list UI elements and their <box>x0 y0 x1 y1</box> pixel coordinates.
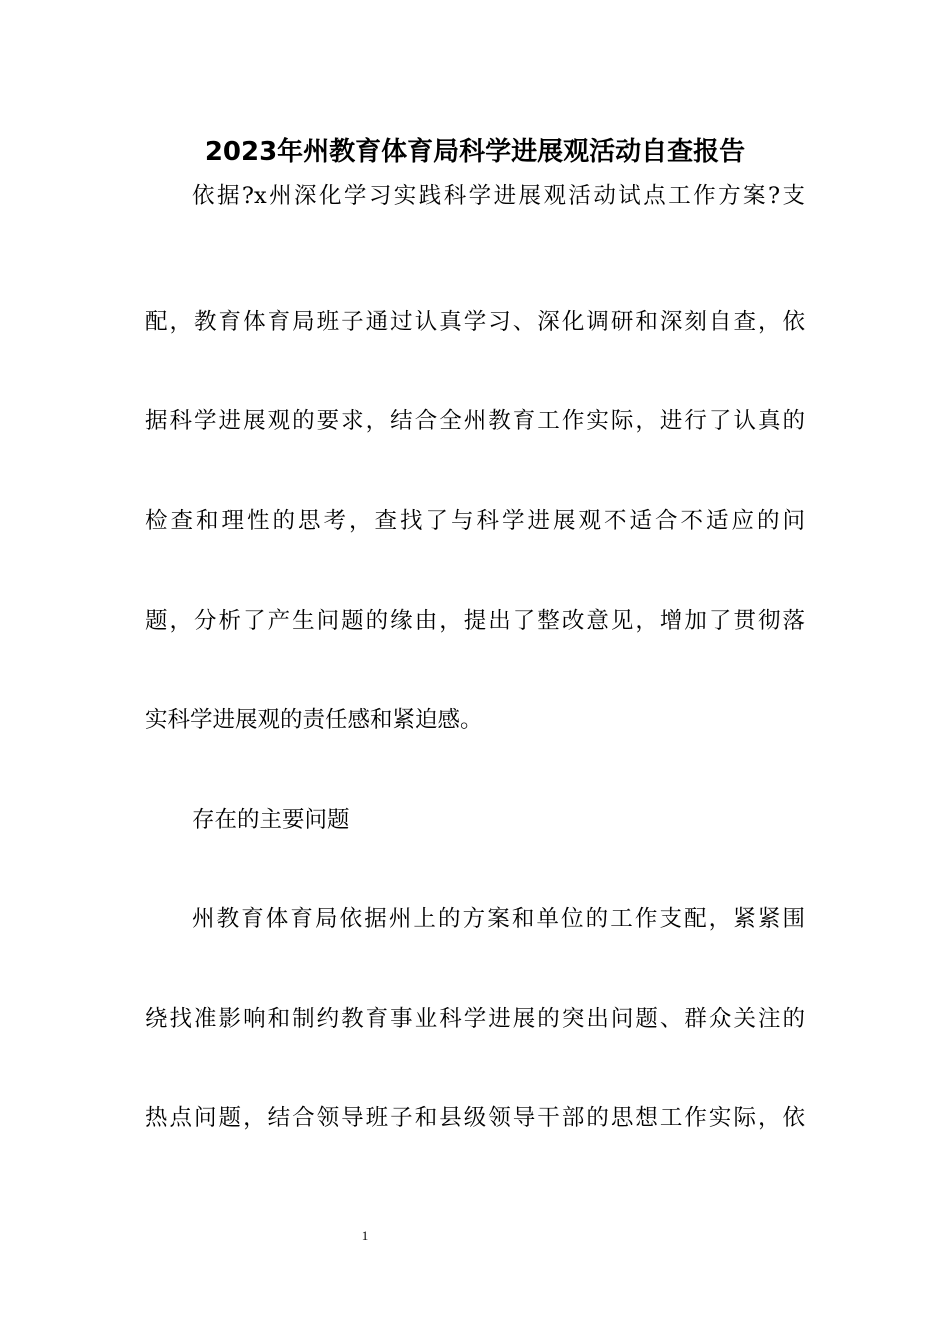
paragraph-1-line-1: 依据?x州深化学习实践科学进展观活动试点工作方案?支 <box>192 183 805 209</box>
paragraph-1-line-2: 配，教育体育局班子通过认真学习、深化调研和深刻自查，依 <box>145 309 805 335</box>
page-number: 1 <box>361 1228 369 1243</box>
paragraph-1-line-3: 据科学进展观的要求，结合全州教育工作实际，进行了认真的 <box>145 408 805 434</box>
document-title: 2023年州教育体育局科学进展观活动自查报告 <box>204 137 746 167</box>
paragraph-2-line-2: 绕找准影响和制约教育事业科学进展的突出问题、群众关注的 <box>145 1006 805 1032</box>
paragraph-1-line-5: 题，分析了产生问题的缘由，提出了整改意见，增加了贯彻落 <box>145 608 805 634</box>
paragraph-1-line-6: 实科学进展观的责任感和紧迫感。 <box>145 707 483 733</box>
paragraph-2-line-1: 州教育体育局依据州上的方案和单位的工作支配，紧紧围 <box>192 906 805 932</box>
paragraph-2-line-3: 热点问题，结合领导班子和县级领导干部的思想工作实际，依 <box>145 1105 805 1131</box>
section-heading: 存在的主要问题 <box>192 807 350 833</box>
paragraph-1-line-4: 检查和理性的思考，查找了与科学进展观不适合不适应的问 <box>145 508 805 534</box>
